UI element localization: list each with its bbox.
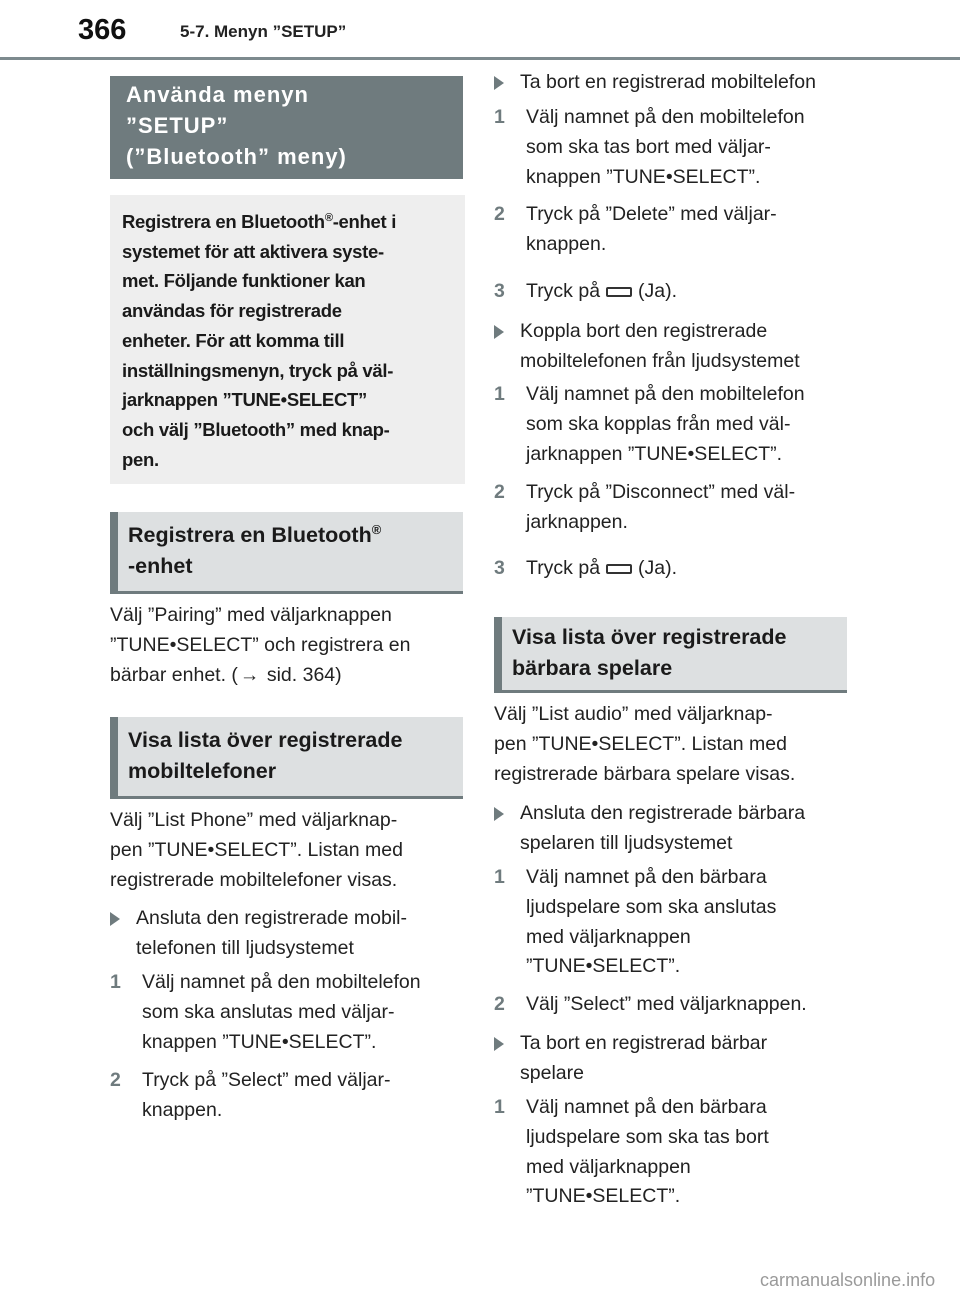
intro-line: systemet för att aktivera syste- xyxy=(122,240,384,262)
intro-line: och välj ”Bluetooth” med knap- xyxy=(122,418,390,440)
intro-line: met. Följande funktioner kan xyxy=(122,270,366,292)
step-item: 1 Välj namnet på den mobiltelefon som ska kopplas från med väl- jarknappen ”TUNE•SELECT”. xyxy=(494,383,805,465)
triangle-bullet-icon xyxy=(494,1037,504,1051)
intro-line: inställningsmenyn, tryck på väl- xyxy=(122,359,394,381)
list-phone-text: Välj ”List Phone” med väljarknap- pen ”TUNE•SELECT”. Listan med registrerade mobiltelefoner visas. xyxy=(110,809,403,891)
step-item: 1 Välj namnet på den mobiltelefon som ska anslutas med väljar- knappen ”TUNE•SELECT”. xyxy=(110,971,421,1053)
step-item: 2 Tryck på ”Select” med väljar- knappen. xyxy=(110,1069,391,1121)
header-divider xyxy=(0,57,960,60)
bullet-connect-phone: Ansluta den registrerade mobil- telefonen till ljudsystemet xyxy=(110,904,465,964)
triangle-bullet-icon xyxy=(494,807,504,821)
section-heading-list-phones: Visa lista över registrerade mobiltelefoner xyxy=(110,717,463,799)
step-item: 3 Tryck på (Ja). xyxy=(494,557,678,579)
intro-line: jarknappen ”TUNE•SELECT” xyxy=(122,389,367,411)
watermark: carmanualsonline.info xyxy=(760,1270,936,1290)
step-item: 1 Välj namnet på den bärbara ljudspelare som ska anslutas med väljarknappen ”TUNE•SELECT”. xyxy=(494,866,777,978)
bullet-delete-phone: Ta bort en registrerad mobiltelefon xyxy=(494,68,854,98)
intro-line: enheter. För att komma till xyxy=(122,329,345,351)
step-item: 2 Tryck på ”Disconnect” med väl- jarknappen. xyxy=(494,481,796,533)
intro-line: pen. xyxy=(122,448,159,470)
yes-button-icon xyxy=(606,564,632,574)
intro-line: Registrera en Bluetooth®-enhet i xyxy=(122,211,397,232)
step-item: 1 Välj namnet på den bärbara ljudspelare som ska tas bort med väljarknappen ”TUNE•SELECT”. xyxy=(494,1096,769,1208)
section-heading-register: Registrera en Bluetooth® -enhet xyxy=(110,512,463,594)
triangle-bullet-icon xyxy=(494,325,504,339)
list-audio-text: Välj ”List audio” med väljarknap- pen ”TUNE•SELECT”. Listan med registrerade bärbara spelare visas. xyxy=(494,703,796,785)
intro-line: användas för registrerade xyxy=(122,300,342,322)
bullet-delete-player: Ta bort en registrerad bärbar spelare xyxy=(494,1029,849,1089)
chapter-title: 5-7. Menyn ”SETUP” xyxy=(180,22,347,41)
intro-box xyxy=(110,195,465,484)
triangle-bullet-icon xyxy=(494,76,504,90)
bullet-disconnect-phone: Koppla bort den registrerade mobiltelefonen från ljudsystemet xyxy=(494,317,849,377)
step-item: 2 Välj ”Select” med väljarknappen. xyxy=(494,993,807,1015)
step-item: 1 Välj namnet på den mobiltelefon som ska tas bort med väljar- knappen ”TUNE•SELECT”. xyxy=(494,106,805,188)
section-heading-list-players: Visa lista över registrerade bärbara spelare xyxy=(494,617,847,693)
step-item: 2 Tryck på ”Delete” med väljar- knappen. xyxy=(494,203,777,255)
main-heading: Använda menyn ”SETUP” (”Bluetooth” meny) xyxy=(110,76,463,179)
step-item: 3 Tryck på (Ja). xyxy=(494,280,678,302)
pairing-text: Välj ”Pairing” med väljarknappen ”TUNE•SELECT” och registrera en bärbar enhet. ( → sid. 364) xyxy=(110,601,465,690)
arrow-right-icon: → xyxy=(239,663,260,686)
bullet-connect-player: Ansluta den registrerade bärbara spelaren till ljudsystemet xyxy=(494,799,854,859)
page-number: 366 xyxy=(78,14,127,46)
yes-button-icon xyxy=(606,287,632,297)
triangle-bullet-icon xyxy=(110,912,120,926)
